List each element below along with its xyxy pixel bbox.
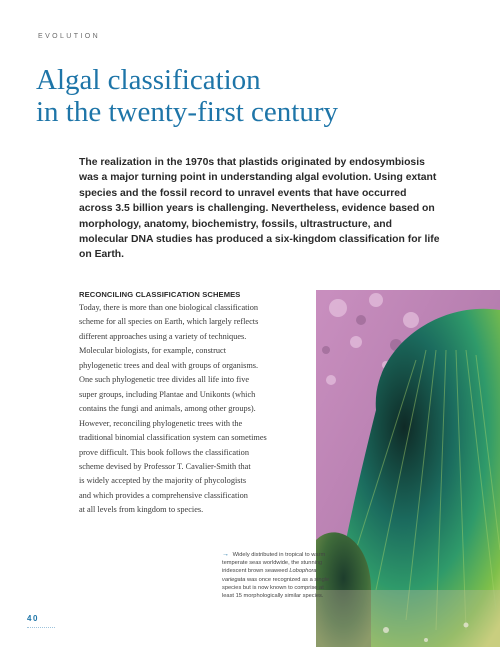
body-line: One such phylogenetic tree divides all life into five xyxy=(79,375,250,385)
page-number-divider xyxy=(27,627,55,628)
body-line: at all levels from kingdom to species. xyxy=(79,505,204,515)
body-line: is widely accepted by the majority of phycologists xyxy=(79,476,247,486)
body-line: phylogenetic trees and deal with groups of organisms. xyxy=(79,360,259,370)
section-subheading: RECONCILING CLASSIFICATION SCHEMES xyxy=(79,290,241,299)
body-line: and which provides a comprehensive classification xyxy=(79,490,248,500)
body-line: contains the fungi and animals, among other groups). xyxy=(79,404,256,414)
body-paragraph xyxy=(79,301,314,518)
title-line-1: Algal classification xyxy=(36,64,261,96)
photo-caption xyxy=(222,551,350,600)
species-name: Lobophora xyxy=(289,568,317,575)
body-line: super groups, including Plantae and Unikonts (which xyxy=(79,389,256,399)
title-line-2: in the twenty-first century xyxy=(36,96,338,128)
body-line: scheme devised by Professor T. Cavalier-Smith that xyxy=(79,461,251,471)
arrow-right-icon: → xyxy=(222,551,229,558)
species-name: variegata xyxy=(222,576,246,583)
body-line: scheme for all species on Earth, which largely reflects xyxy=(79,317,259,327)
caption-text: Widely distributed in tropical to warm xyxy=(232,552,326,558)
page-number: 40 xyxy=(27,614,39,623)
body-line: traditional binomial classification system can sometimes xyxy=(79,433,267,443)
caption-line xyxy=(222,551,350,559)
body-line: Molecular biologists, for example, construct xyxy=(79,346,227,356)
caption-text: was once recognized as a single xyxy=(245,576,330,583)
body-line: However, reconciling phylogenetic trees with the xyxy=(79,418,243,428)
body-line: Today, there is more than one biological classification xyxy=(79,303,259,312)
body-line: prove difficult. This book follows the classification xyxy=(79,447,249,457)
page-title xyxy=(36,64,338,128)
caption-line: least 15 morphologically similar species. xyxy=(222,593,324,600)
caption-line xyxy=(222,576,350,584)
intro-paragraph: The realization in the 1970s that plastids originated by endosymbiosis was a major turning point in understanding algal evolution. Using extant species and the fossil record to unravel events that have occurred across 3.5 billion years is challenging. Nevertheless, evidence based on morphology, anatomy, biochemistry, fossils, ultrastructure, and molecular DNA studies has produced a six-kingdom classification for life on Earth. xyxy=(79,157,440,261)
caption-line: species but is now known to comprise at xyxy=(222,584,324,591)
body-line: different approaches using a variety of techniques. xyxy=(79,331,247,341)
caption-text: iridescent brown seaweed xyxy=(222,568,290,575)
caption-line: temperate seas worldwide, the stunning xyxy=(222,560,323,567)
section-label: EVOLUTION xyxy=(38,33,101,40)
caption-line xyxy=(222,567,350,575)
